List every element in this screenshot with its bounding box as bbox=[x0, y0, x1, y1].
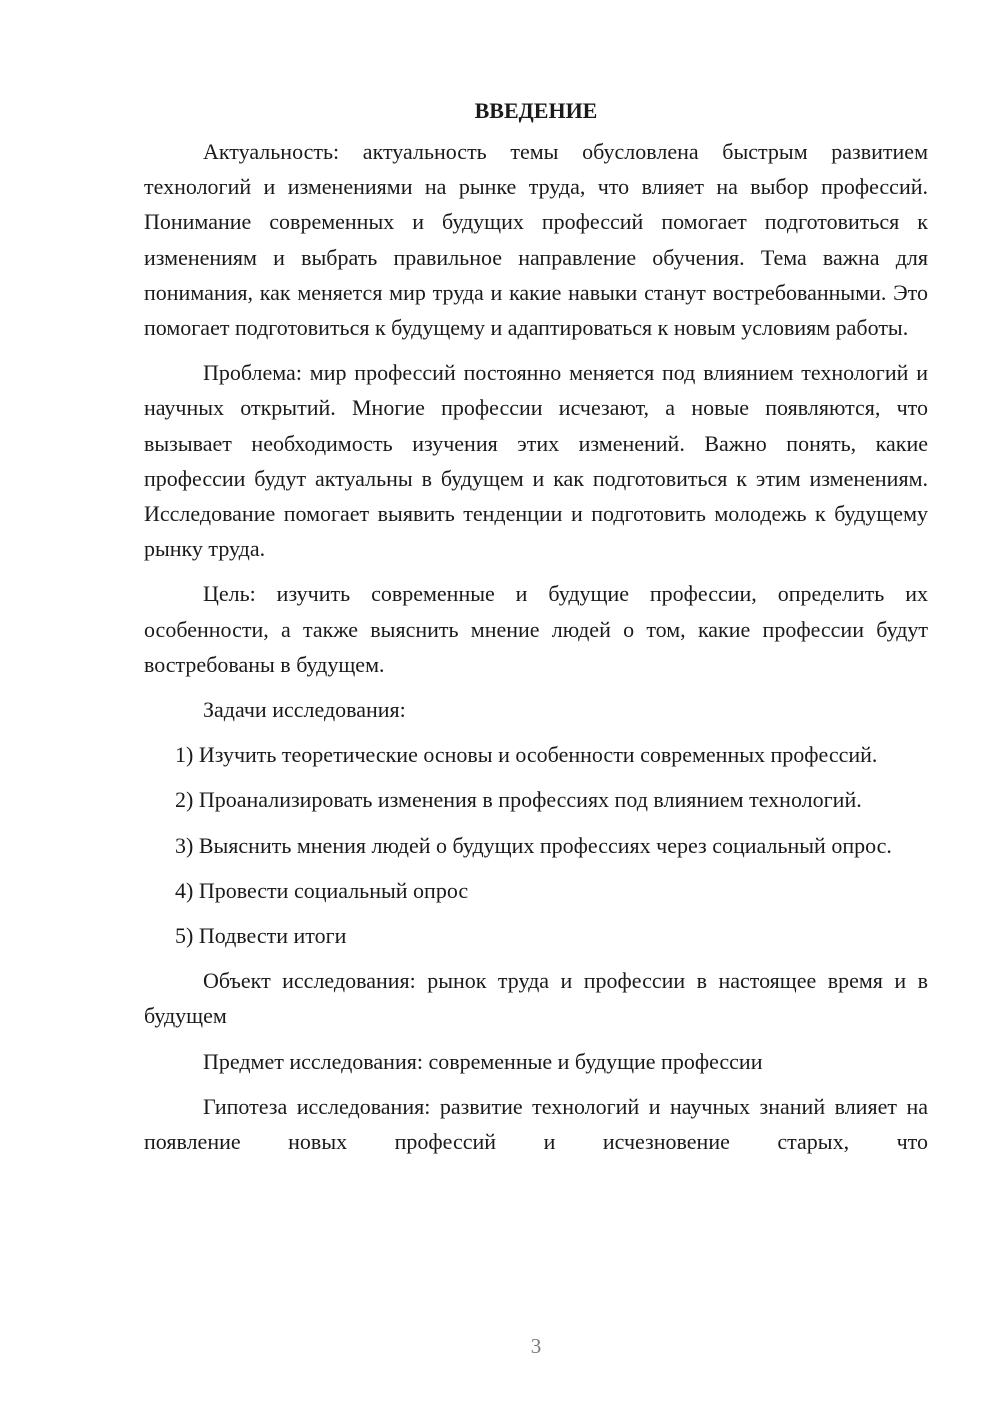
task-item-2: 2) Проанализировать изменения в профессиях под влиянием технологий. bbox=[175, 787, 862, 813]
task-item-5: 5) Подвести итоги bbox=[175, 923, 347, 949]
page-title: ВВЕДЕНИЕ bbox=[474, 98, 598, 123]
hypothesis-paragraph: Гипотеза исследования: развитие технологий и научных знаний влияет на появление новых профессий и исчезновение старых, что bbox=[144, 1093, 928, 1155]
page-content bbox=[144, 94, 928, 1159]
tasks-heading: Задачи исследования: bbox=[203, 697, 406, 723]
problem-paragraph: Проблема: мир профессий постоянно меняется под влиянием технологий и научных открытий. Многие профессии исчезают, а новые появляются, что вызывает необходимость изучения этих изменений. Важно понять, какие профессии будут актуальны в будущем и как подготовиться к этим изменениям. Исследование помогает выявить тенденции и подготовить молодежь к будущему рынку труда. bbox=[144, 360, 928, 562]
task-item-1: 1) Изучить теоретические основы и особенности современных профессий. bbox=[175, 742, 878, 768]
task-item-4: 4) Провести социальный опрос bbox=[175, 877, 469, 903]
object-paragraph: Объект исследования: рынок труда и профессии в настоящее время и в будущем bbox=[144, 968, 928, 1029]
subject-paragraph: Предмет исследования: современные и будущие профессии bbox=[203, 1048, 763, 1074]
page-number: 3 bbox=[530, 1334, 542, 1358]
goal-paragraph: Цель: изучить современные и будущие профессии, определить их особенности, а также выяснить мнение людей о том, какие профессии будут востребованы в будущем. bbox=[144, 581, 928, 677]
relevance-paragraph: Актуальность: актуальность темы обусловлена быстрым развитием технологий и изменениями на рынке труда, что влияет на выбор профессий. Понимание современных и будущих профессий помогает подготовиться к изменениям и выбрать правильное направление обучения. Тема важна для понимания, как меняется мир труда и какие навыки станут востребованными. Это помогает подготовиться к будущему и адаптироваться к новым условиям работы. bbox=[144, 139, 928, 341]
task-item-3: 3) Выяснить мнения людей о будущих профессиях через социальный опрос. bbox=[175, 832, 892, 858]
